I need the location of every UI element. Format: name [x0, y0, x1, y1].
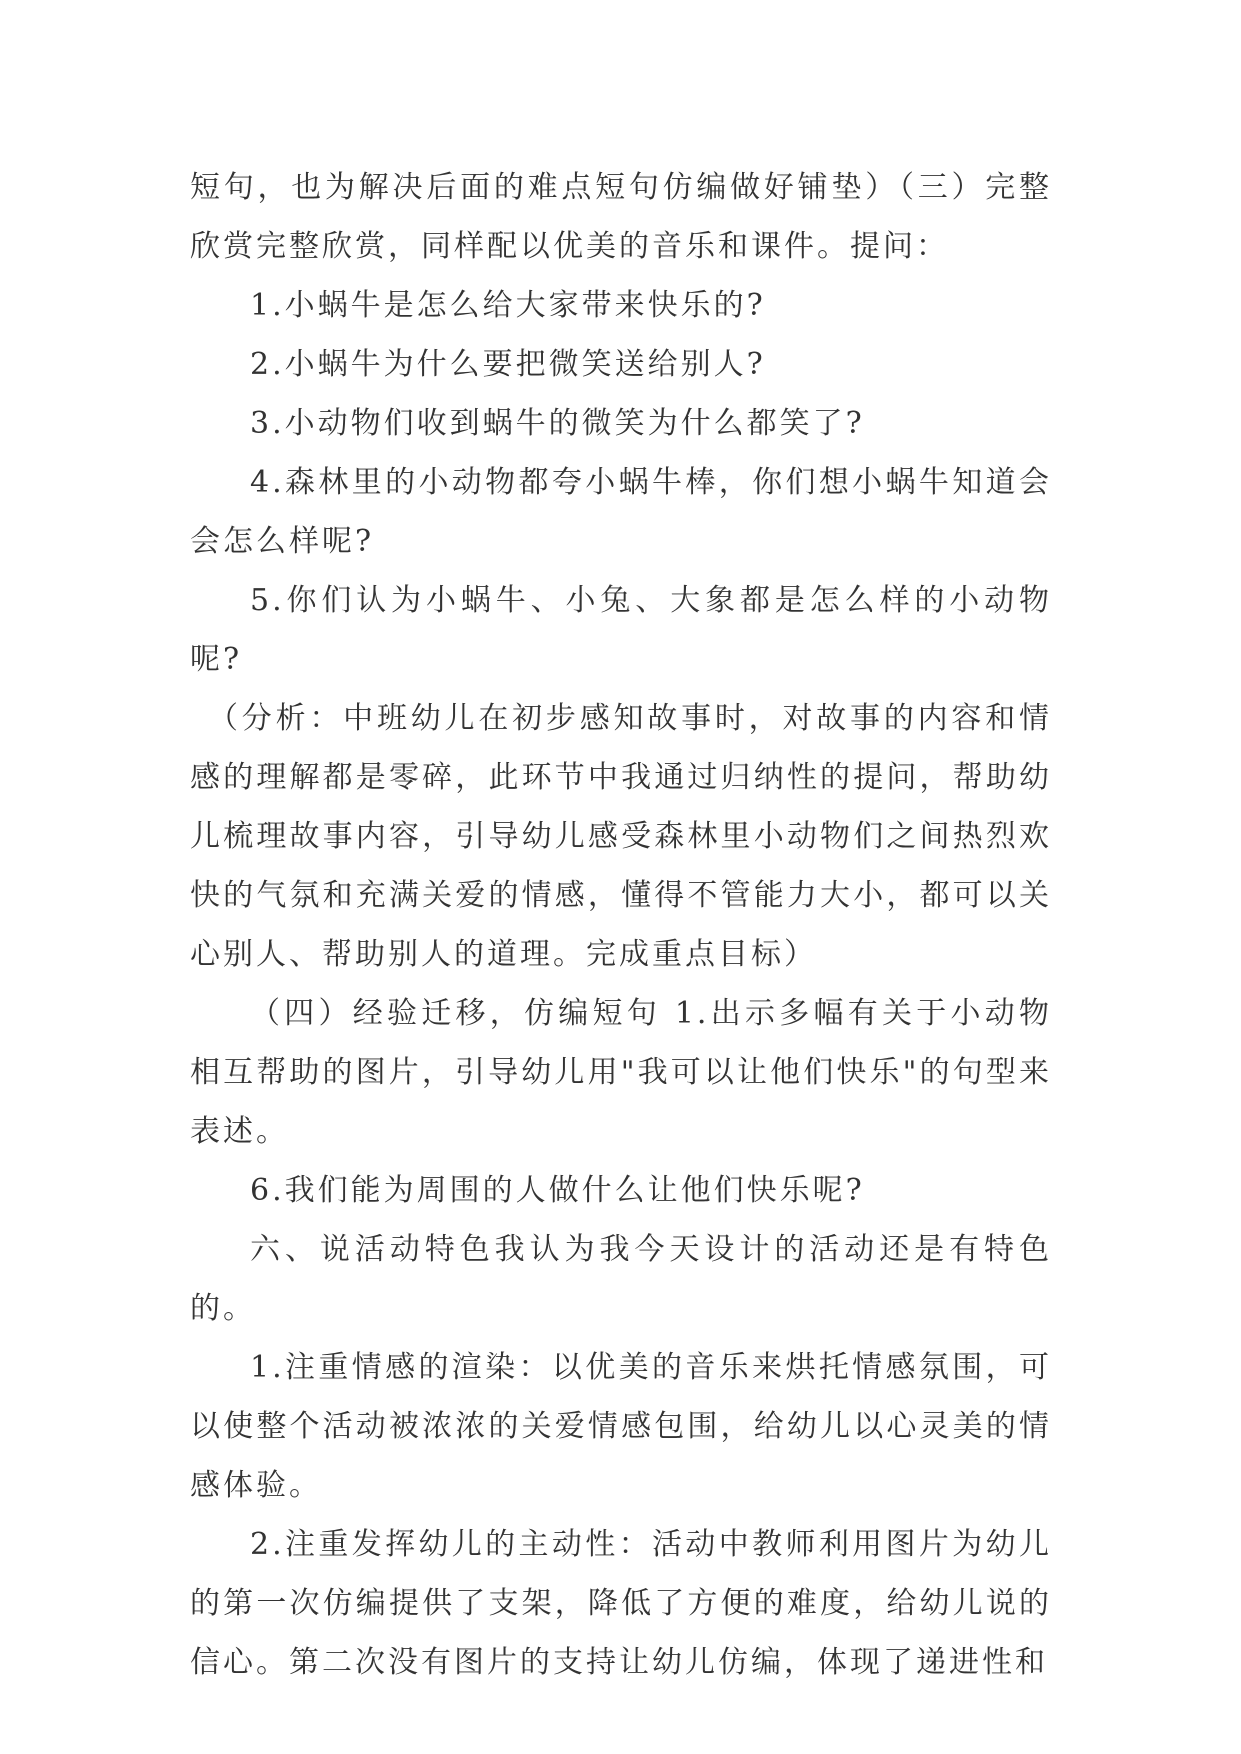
paragraph: 短句，也为解决后面的难点短句仿编做好铺垫）（三）完整欣赏完整欣赏，同样配以优美的音乐和课件。提问： — [190, 170, 1052, 264]
paragraph: （四）经验迁移，仿编短句 1.出示多幅有关于小动物相互帮助的图片，引导幼儿用"我可以让他们快乐"的句型来表述。 — [190, 996, 1052, 1149]
paragraph: 2.小蜗牛为什么要把微笑送给别人? — [250, 347, 766, 382]
paragraph: （分析：中班幼儿在初步感知故事时，对故事的内容和情感的理解都是零碎，此环节中我通过归纳性的提问，帮助幼儿梳理故事内容，引导幼儿感受森林里小动物们之间热烈欢快的气氛和充满关爱的情感，懂得不管能力大小，都可以关心别人、帮助别人的道理。完成重点目标） — [190, 701, 1052, 972]
paragraph: 6.我们能为周围的人做什么让他们快乐呢? — [250, 1173, 865, 1208]
paragraph: 1.小蜗牛是怎么给大家带来快乐的? — [250, 288, 766, 323]
document-body — [190, 158, 1052, 1692]
paragraph: 六、说活动特色我认为我今天设计的活动还是有特色的。 — [190, 1232, 1052, 1326]
paragraph: 1.注重情感的渲染：以优美的音乐来烘托情感氛围，可以使整个活动被浓浓的关爱情感包围，给幼儿以心灵美的情感体验。 — [190, 1350, 1052, 1503]
paragraph: 3.小动物们收到蜗牛的微笑为什么都笑了? — [250, 406, 865, 441]
paragraph: 5.你们认为小蜗牛、小兔、大象都是怎么样的小动物呢? — [190, 583, 1052, 677]
paragraph: 2.注重发挥幼儿的主动性：活动中教师利用图片为幼儿的第一次仿编提供了支架，降低了方便的难度，给幼儿说的信心。第二次没有图片的支持让幼儿仿编，体现了递进性和 — [190, 1527, 1052, 1680]
paragraph: 4.森林里的小动物都夸小蜗牛棒，你们想小蜗牛知道会会怎么样呢? — [190, 465, 1052, 559]
